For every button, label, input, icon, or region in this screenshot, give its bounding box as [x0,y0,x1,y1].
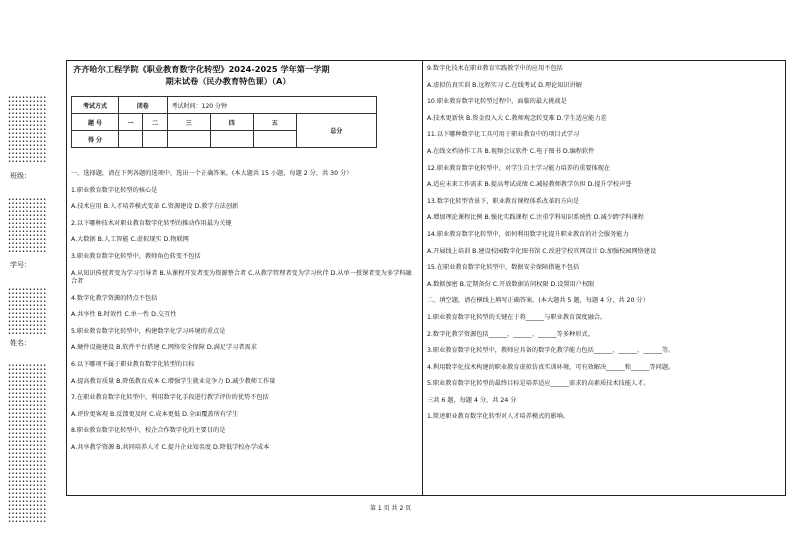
left-column-line: A.大数据 B.人工智能 C.虚拟现实 D.物联网 [71,236,189,244]
left-column-line: 一、选择题，请在下列各题的选项中，选出一个正确答案。(本大题共 15 小题，每题 2 分，共 30 分） [71,170,353,177]
right-column-line: 1.职业教育数字化转型的关键在于将______与职业教育深度融合。 [427,313,607,321]
dotted-line-4: ••••••••••• ••••••••••• ••••••••••• ••••••••••• ••••••••••• ••••••••••• ••••••••••• ••••••••••• ••••••••••• ••••••••••• ••••••••••• ••••••••••• ••••••••••• ••••••••••• ••••••••••• ••••••••••• ••••••••••• ••••••••••• ••••••••••• ••••••••••• ••••••••••• ••••••••••• ••••••••••• ••••••••••• ••••••••••• ••••••••••• ••••••••••• ••••••••••• ••••••••••• ••••••••••• ••••••••••• ••••••••••• ••••••••••• ••••••••••• ••••••••••• ••••••••••• ••••••••••• ••••••••••• ••••••••••• ••••••••••• [8,364,47,524]
right-column-line: A.数据加密 B.定期备份 C.开放数据访问权限 D.设置用户权限 [427,280,595,288]
right-column-line: 3.职业教育数字化转型中，教师应具备的数字化教学能力包括______、______、______等。 [427,347,675,355]
left-column-line: 2.以下哪种技术对职业教育数字化转型的推动作用最为关键 [71,219,232,227]
dotted-line-2: ••••••••••• ••••••••••• ••••••••••• ••••••••••• ••••••••••• ••••••••••• ••••••••••• ••••••••••• ••••••••••• ••••••••••• ••••••••••• ••••••••••• ••••••••••• ••••••••••• [8,198,47,254]
right-column-line: A.虚拟仿真实训 B.远程实习 C.在线考试 D.理论知识讲解 [427,81,582,89]
section-3: 三 [167,114,210,131]
score-cell-4 [210,131,253,148]
right-column-line: 11.以下哪种数字化工具可用于职业教育中的项目式学习 [427,131,580,139]
score-cell-5 [253,131,296,148]
left-column-line: 4.数字化教学资源的特点不包括 [71,294,158,302]
question-no-label: 题 号 [72,114,119,131]
score-cell-2 [143,131,167,148]
right-column-line: 14.职业教育数字化转型中，如何利用数字化提升职业教育的社会服务能力 [427,230,629,238]
total-label: 总分 [296,114,376,148]
right-column-line: A.增加理论课程比例 B.强化实践课程 C.注重学科知识系统性 D.减少跨学科课程 [427,214,644,222]
score-label: 得 分 [72,131,119,148]
title-line-2: 期末试卷（民办教育特色课）（A） [165,76,291,86]
info-table [71,96,377,148]
dotted-line-1: ••••••••••• ••••••••••• ••••••••••• ••••••••••• ••••••••••• ••••••••••• ••••••••••• ••••••••••• ••••••••••• ••••••••••• ••••••••••• ••••••••••• ••••••••••• ••••••••••• ••••••••••• ••••••••••• ••••••••••• [8,96,47,165]
left-column-line: 1.职业教育数字化转型的核心是 [71,186,158,194]
left-column-line: A.提高教育质量 B.降低教育成本 C.增强学生就业竞争力 D.减少教师工作量 [71,377,276,385]
name-label: 姓名： [10,339,31,347]
right-column-line: A.适应未来工作需求 B.提高考试成绩 C.减轻教师教学负担 D.提升学校声誉 [427,181,632,189]
right-column-line: A.技术更新快 B.资金投入大 C.教师观念转变难 D.学生适应能力差 [427,114,607,122]
right-column-line: A.在线文档协作工具 B.视频会议软件 C.电子图书 D.编程软件 [427,147,595,155]
left-column-line: A.硬件设施建设 B.软件平台搭建 C.网络安全保障 D.满足学习者需求 [71,344,257,352]
left-column-line: 5.职业教育数字化转型中，构建数字化学习环境的重点是 [71,327,226,335]
right-column [427,65,779,430]
right-column-line: 13.数字化转型背景下，职业教育课程体系改革的方向是 [427,197,580,205]
right-column-line: 15.在职业教育数字化转型中，数据安全保障措施不包括 [427,264,580,272]
left-column-line: A.共享教学资源 B.共同培养人才 C.提升企业知名度 D.降低学校办学成本 [71,443,270,451]
column-divider [422,60,423,496]
section-1: 一 [119,114,143,131]
section-5: 五 [253,114,296,131]
right-column-line: 10.职业教育数字化转型过程中，面临的最大挑战是 [427,98,567,106]
right-column-line: 2.数字化教学资源包括______、______、______等多种形式。 [427,330,594,338]
left-column-line: A.技术应用 B.人才培养模式变革 C.资源建设 D.教学方法创新 [71,203,239,211]
left-column-line: 3.职业教育数字化转型中，教师角色转变不包括 [71,252,201,260]
page-footer: 第 1 页 共 2 页 [370,505,412,512]
right-column-line: 4.利用数字化技术构建的职业教育虚拟仿真实训环境，可有效解决______和______等问题。 [427,363,675,371]
student-id-label: 学号： [10,261,31,269]
binding-margin [8,0,66,549]
right-column-line: 三共 6 题，每题 4 分，共 24 分 [427,396,517,404]
title-line-1: 齐齐哈尔工程学院《职业教育数字化转型》2024-2025 学年第一学期 [73,64,330,74]
left-column-line: 6.以下哪项不属于职业教育数字化转型的目标 [71,360,195,368]
exam-mode-value: 闭卷 [119,97,168,114]
left-column-line: A.评价更客观 B.反馈更及时 C.成本更低 D.全面覆盖所有学生 [71,410,239,418]
left-column-line: 7.在职业教育数字化转型中，利用数字化手段进行教学评价的优势不包括 [71,394,269,402]
right-column-line: 9.数字化技术在职业教育实践教学中的应用不包括 [427,65,563,72]
right-column-line: A.开展线上培训 B.建设校园数字化图书馆 C.改进学校官网设计 D.加强校园网络建设 [427,247,657,255]
exam-title [73,63,423,87]
dotted-line-3: ••••••••••• ••••••••••• ••••••••••• ••••••••••• ••••••••••• ••••••••••• ••••••••••• ••••••••••• ••••••••••• ••••••••••• ••••••••••• ••••••••••• [8,288,47,336]
left-column [71,170,417,461]
right-column-line: 5.职业教育数字化转型的最终目标是培养适应______需求的高素质技术技能人才。 [427,380,650,388]
section-2: 二 [143,114,167,131]
exam-time: 考试时间：120 分钟 [167,97,376,114]
right-column-line: 二、填空题，请在横线上填写正确答案。(本大题共 5 题，每题 4 分，共 20 分） [427,297,649,305]
class-label: 班级： [10,172,31,180]
right-column-line: 12.职业教育数字化转型中，对学生自主学习能力培养的重要体现在 [427,164,611,172]
left-column-line: 8.职业教育数字化转型中，校企合作数字化的主要目的是 [71,427,226,435]
left-column-line: A.从知识传授者变为学习引导者 B.从课程开发者变为资源整合者 C.从教学管理者变为学习伙伴 D.从单一授课者变为多学科融合者 [71,269,412,285]
left-column-line: A.共享性 B.时效性 C.单一性 D.交互性 [71,311,177,319]
score-cell-1 [119,131,143,148]
section-4: 四 [210,114,253,131]
score-cell-3 [167,131,210,148]
right-column-line: 1.简述职业教育数字化转型对人才培养模式的影响。 [427,413,570,421]
exam-mode-label: 考试方式 [72,97,119,114]
